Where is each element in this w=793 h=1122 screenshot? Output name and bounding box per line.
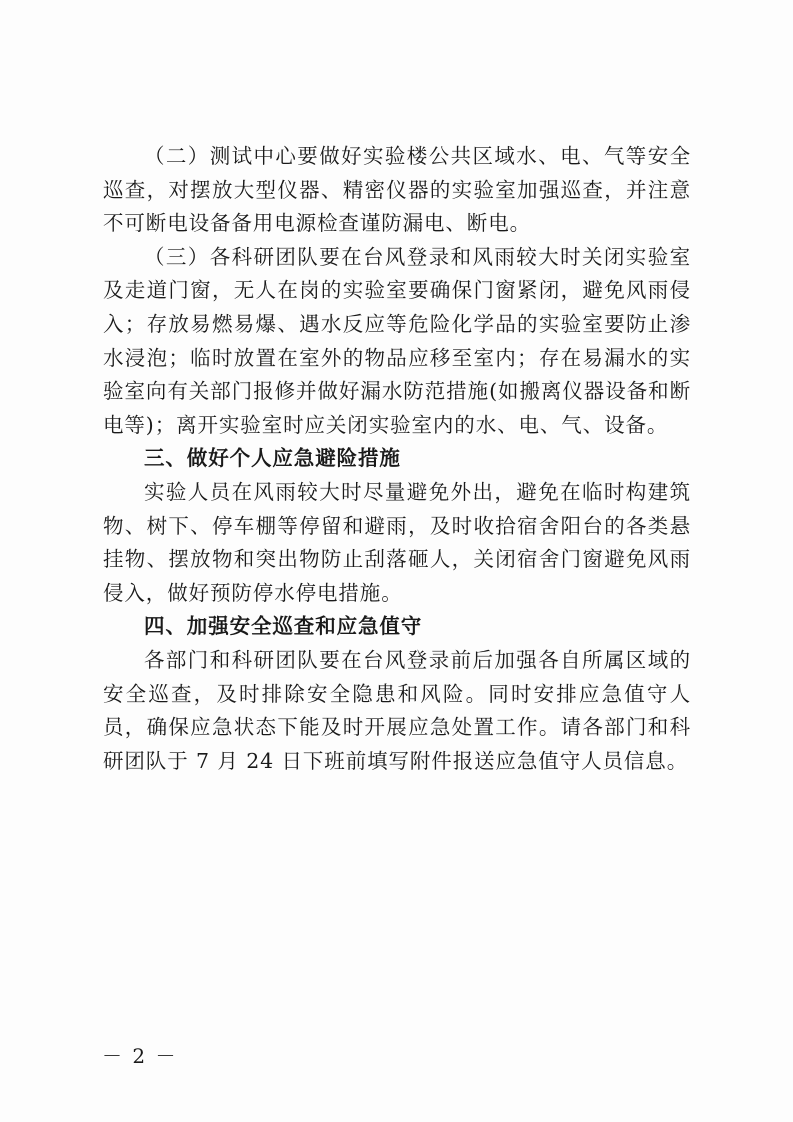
section-heading-personal-safety: 三、做好个人应急避险措施 xyxy=(144,446,401,471)
document-body xyxy=(103,140,691,778)
paragraph-testing-center-inspection: （二）测试中心要做好实验楼公共区域水、电、气等安全巡查，对摆放大型仪器、精密仪器的实验室加强巡查，并注意不可断电设备备用电源检查谨防漏电、断电。 xyxy=(103,144,691,236)
paragraph-personal-safety: 实验人员在风雨较大时尽量避免外出，避免在临时构建筑物、树下、停车棚等停留和避雨，及时收拾宿舍阳台的各类悬挂物、摆放物和突出物防止刮落砸人，关闭宿舍门窗避免风雨侵入，做好预防停水停电措施。 xyxy=(103,479,691,605)
section-heading-inspection-duty: 四、加强安全巡查和应急值守 xyxy=(144,614,423,639)
paragraph-inspection-duty: 各部门和科研团队要在台风登录前后加强各自所属区域的安全巡查，及时排除安全隐患和风险。同时安排应急值守人员，确保应急状态下能及时开展应急处置工作。请各部门和科研团队于 7 月 24 日下班前填写附件报送应急值守人员信息。 xyxy=(103,647,691,773)
page-number: － 2 － xyxy=(102,1044,178,1068)
paragraph-research-team-lab-closure: （三）各科研团队要在台风登录和风雨较大时关闭实验室及走道门窗，无人在岗的实验室要确保门窗紧闭，避免风雨侵入；存放易燃易爆、遇水反应等危险化学品的实验室要防止渗水浸泡；临时放置在室外的物品应移至室内；存在易漏水的实验室向有关部门报修并做好漏水防范措施(如搬离仪器设备和断电等)；离开实验室时应关闭实验室内的水、电、气、设备。 xyxy=(103,244,691,437)
